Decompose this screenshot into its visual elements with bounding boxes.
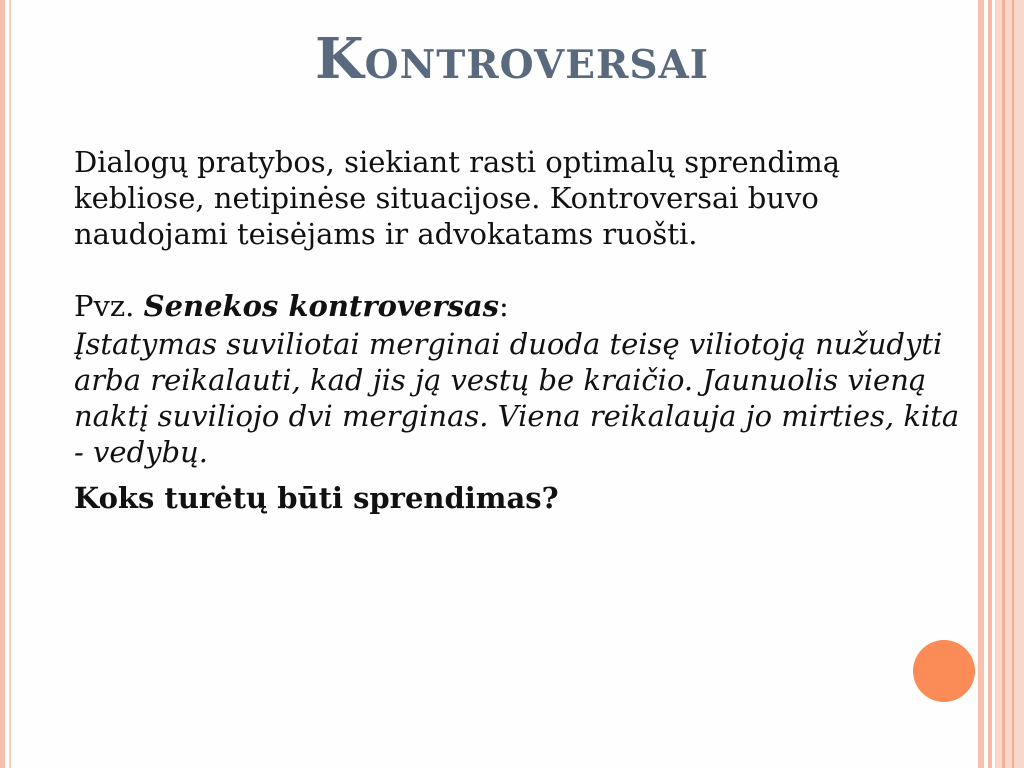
- intro-paragraph: Dialogų pratybos, siekiant rasti optimalų sprendimą kebliose, netipinėse situacijose. Kontroversai buvo naudojami teisėjams ir advokatams ruošti.: [74, 145, 840, 251]
- right-border-stripe: [988, 0, 992, 768]
- example-line: [74, 288, 964, 324]
- right-border-stripe: [1002, 0, 1005, 768]
- example-name: Senekos kontroversas: [143, 289, 499, 323]
- case-text: Įstatymas suviliotai merginai duoda teisę viliotoją nužudyti arba reikalauti, kad jis ją vestų be kraičio. Jaunuolis vieną naktį suviliojo dvi merginas. Viena reikalauja jo mirties, kita - vedybų.: [74, 327, 960, 469]
- right-border-stripe: [978, 0, 984, 768]
- slide-title: Kontroversai: [314, 26, 710, 92]
- left-border-line: [9, 0, 11, 768]
- question: Koks turėtų būti sprendimas?: [74, 481, 559, 515]
- left-border-stripe: [0, 0, 5, 768]
- slide-content: [74, 144, 964, 516]
- right-border-band: [995, 0, 1024, 768]
- example-prefix: Pvz.: [74, 289, 144, 323]
- right-border-stripe: [1012, 0, 1014, 768]
- example-suffix: :: [498, 289, 509, 323]
- orange-circle-decoration: [913, 640, 975, 702]
